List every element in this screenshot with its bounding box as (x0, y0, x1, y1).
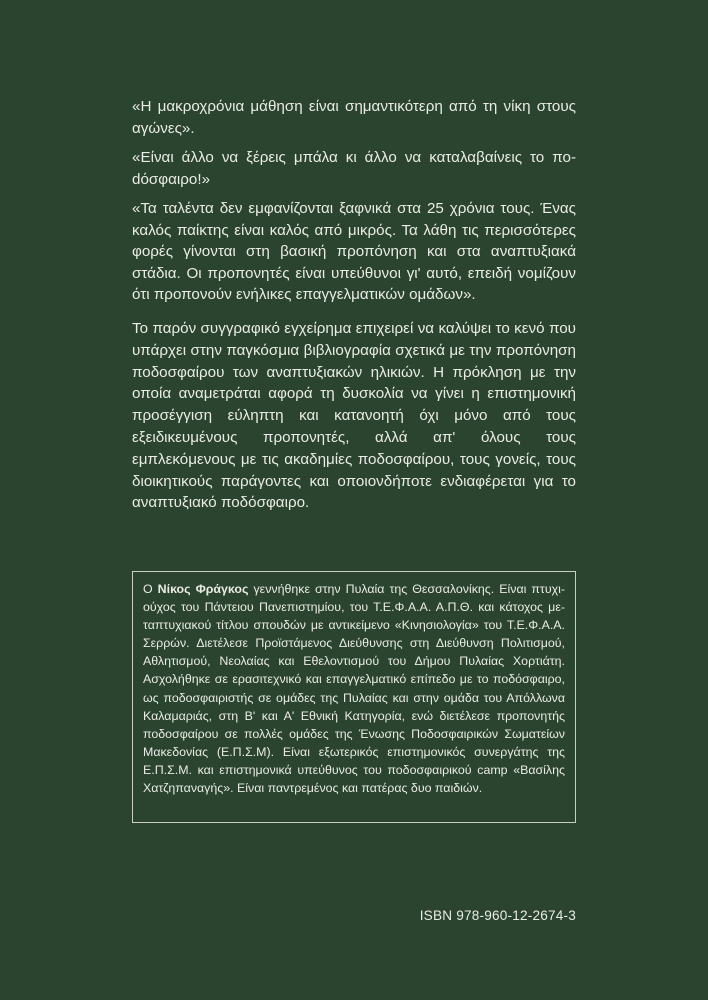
isbn-label: ISBN 978-960-12-2674-3 (419, 908, 576, 923)
quotes-section (132, 96, 576, 314)
author-bio-box (132, 571, 576, 823)
quote-2: «Είναι άλλο να ξέρεις μπάλα κι άλλο να καταλαβαίνεις το ποdόσφαιρο!» (132, 149, 576, 188)
author-name: Νίκος Φράγκος (157, 582, 249, 596)
quote-1: «Η μακροχρόνια μάθηση είναι σημαντικότερη από τη νίκη στους αγώνες». (132, 98, 576, 137)
author-bio (143, 580, 565, 797)
bio-prefix: Ο (143, 582, 158, 596)
bio-text: γεννήθηκε στην Πυλαία της Θεσσαλονίκης. Είναι πτυχιούχος του Πάντειου Πανεπιστημίου, του Τ.Ε.Φ.Α.Α. Α.Π.Θ. και κάτοχος μεταπτυχιακού τίτλου σπουδών με αντικείμενο «Κινησιολογία» του Τ.Ε.Φ.Α.Α. Σερρών. Διετέλεσε Προϊστάμενος Διεύθυνσης στη Διεύθυνση Πολιτισμού, Αθλητισμού, Νεολαίας και Εθελοντισμού του Δήμου Πυλαίας Χορτιάτη. Ασχολήθηκε σε ερασιτεχνικό και επαγγελματικό επίπεδο με το ποδόσφαιρο, ως ποδοσφαιριστής σε ομάδες της Πυλαίας και στην ομάδα του Απόλλωνα Καλαμαριάς, στη Β' και Α' Εθνική Κατηγορία, ενώ διετέλεσε προπονητής ποδοσφαίρου σε πολλές ομάδες της Ένωσης Ποδοσφαιρικών Σωματείων Μακεδονίας (Ε.Π.Σ.Μ). Είναι εξωτερικός επιστημονικός συνεργάτης της Ε.Π.Σ.Μ. και επιστημονικά υπεύθυνος του ποδοσφαιρικού camp «Βασίλης Χατζηπαναγής». Είναι παντρεμένος και πατέρας δυο παιδιών. (143, 582, 565, 796)
intro-paragraph: Το παρόν συγγραφικό εγχείρημα επιχειρεί να καλύψει το κενό που υπάρχει στην παγκόσμια βιβλιογραφία σχετικά με την προπόνηση ποδοσφαίρου των αναπτυξιακών ηλικιών. Η πρόκληση με την οποία αναμετράται αφορά τη δυσκολία να γίνει η επιστημονική προσέγγιση εύληπτη και κατανοητή όχι μόνο από τους εξειδικευμένους προπονητές, αλλά απ' όλους τους εμπλεκόμενους με τις ακαδημίες ποδοσφαίρου, τους γονείς, τους διοικητικούς παράγοντες και οποιονδήποτε ενδιαφέρεται για το αναπτυξιακό ποδόσφαιρο. (132, 320, 576, 512)
quote-3: «Τα ταλέντα δεν εμφανίζονται ξαφνικά στα 25 χρόνια τους. Ένας καλός παίκτης είναι καλός από μικρός. Τα λάθη τις περισσότερες φορές γίνονται στη βασική προπόνηση και στα αναπτυξιακά στάδια. Οι προπονητές είναι υπεύθυνοι γι' αυτό, επειδή νομίζουν ότι προπονούν ενήλικες επαγγελματικών ομάδων». (132, 200, 576, 303)
